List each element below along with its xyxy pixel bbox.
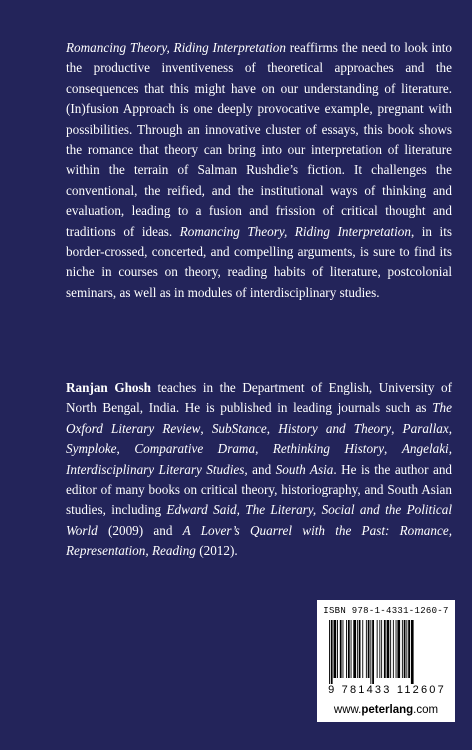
url-brand: peterlang [361,704,414,716]
bio-text-2: . He is the author and editor of many books on critical theory, historiography, and South Asian studies, including [66,461,453,518]
barcode-bar [408,620,410,678]
barcode-bar [348,620,350,678]
book-title: Edward Said, The Literary, Social and the Political World [66,502,452,538]
barcode-bar [381,620,382,678]
separator: , [391,420,403,436]
blurb-title-2: Romancing Theory, Riding Interpretation [179,223,411,239]
barcode-bar [337,620,338,678]
book-title: A Lover’s Quarrel with the Past: Romance, Representation, Reading [66,522,452,559]
url-suffix: .com [413,704,439,716]
barcode-bar [411,620,414,684]
barcode-bar [331,620,333,684]
journal-title: Rethinking History [272,441,385,457]
book-blurb [66,38,452,303]
separator: , [384,441,402,457]
isbn-label: ISBN 978-1-4331-1260-7 [323,606,449,616]
barcode-bar [404,620,406,678]
barcode-box [317,600,455,722]
barcode-bar [340,620,342,678]
barcode-bar [396,620,397,678]
blurb-text-1: reaffirms the need to look into the productive inventiveness of theoretical approaches and the consequences that this might have on our understanding of literature. (In)fusion Approach is one deeply provocative example, pregnant with possibilities. Through an innovative cluster of essays, this book shows the romance that theory can bring into our interpretation of literature within the terrain of Salman Rushdie’s fiction. It challenges the conventional, the reified, and the institutional ways of thinking and evaluation, leading to a fusion and frission of critical thought and traditions of ideas. [66,40,452,239]
blurb-title-1: Romancing Theory, Riding Interpretation [66,40,286,55]
journal-title: SubStance [211,420,267,436]
barcode-bar [343,620,344,678]
separator: , [255,441,273,457]
barcode-bar [379,620,380,678]
barcode-bar [329,620,330,684]
separator: , [116,441,135,457]
journal-title: Comparative Drama [134,441,256,457]
barcode-digits: 9 781433 112607 [328,684,446,696]
blurb-text-2: , in its border-crossed, concerted, and compelling arguments, is sure to find its niche in courses on theory, reading habits of literature, postcolonial seminars, as well as in modules of interdisciplinary studies. [66,223,452,300]
barcode-bar [393,620,394,678]
barcode-bar [402,620,403,678]
barcode-bar [397,620,400,678]
barcode-bar [368,620,370,678]
url-prefix: www. [333,704,362,716]
separator: and [247,461,276,477]
journal-title: The Oxford Literary Review [66,400,452,436]
journal-title: History and Theory [278,420,392,436]
barcode-image [329,620,443,684]
separator: , [266,420,279,436]
separator: , [200,420,212,436]
barcode-bar [372,620,374,684]
journal-title: Symploke [66,441,117,457]
barcode-bar [370,620,371,684]
barcode-bar [362,620,363,678]
barcode-bar [351,620,352,678]
barcode-bar [353,620,356,678]
year-text: (2012). [195,543,238,559]
barcode-bar [377,620,378,678]
barcode-bar [366,620,367,678]
barcode-bar [406,620,407,678]
journal-title: Interdisciplinary Literary Studies, [66,461,248,477]
barcode-bar [387,620,390,678]
year-text: (2009) and [97,522,183,538]
publisher-url[interactable] [317,704,455,716]
barcode-bar [384,620,386,678]
bio-text-1: teaches in the Department of English, University of North Bengal, India. He is published in leading journals such as [66,380,452,416]
author-bio [66,378,452,562]
separator: , [448,441,453,457]
separator: , [448,420,452,436]
journal-title: South Asia [275,461,334,477]
barcode-bar [357,620,358,678]
barcode-bar [390,620,391,678]
barcode-bar [334,620,337,678]
author-name: Ranjan Ghosh [66,380,151,395]
barcode-bar [346,620,347,678]
journal-title: Angelaki [401,441,449,457]
barcode-bar [359,620,361,678]
journal-title: Parallax [402,420,449,436]
